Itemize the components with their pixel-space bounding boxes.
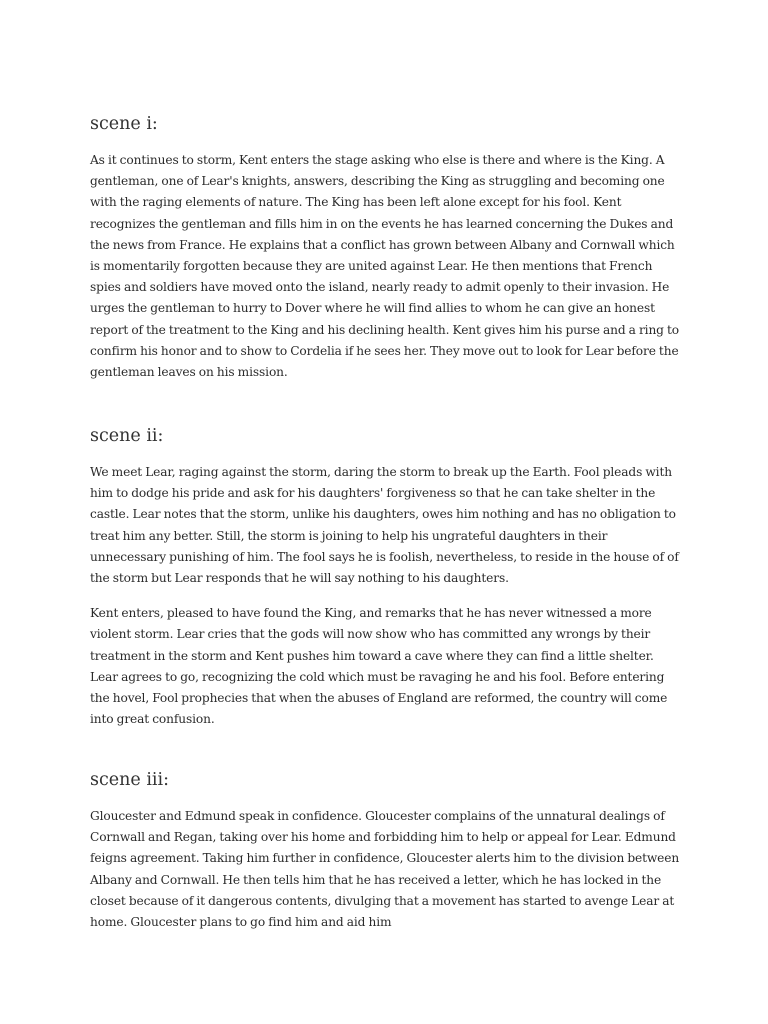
scene-ii-heading: scene ii: xyxy=(90,426,164,446)
scene-iii-section xyxy=(90,766,682,947)
scene-i-heading: scene i: xyxy=(90,114,158,134)
scene-ii-paragraph-1: We meet Lear, raging against the storm, daring the storm to break up the Earth. Fool pleads with him to dodge his pride and ask for his daughters' forgiveness so that he can take shelter in the castle. Lear notes that the storm, unlike his daughters, owes him nothing and has no obligation to treat him any better. Still, the storm is joining to help his ungrateful daughters in their unnecessary punishing of him. The fool says he is foolish, nevertheless, to reside in the house of of the storm but Lear responds that he will say nothing to his daughters. xyxy=(90,465,679,586)
scene-ii-section xyxy=(90,422,682,744)
scene-iii-paragraph-1: Gloucester and Edmund speak in confidence. Gloucester complains of the unnatural dealings of Cornwall and Regan, taking over his home and forbidding him to help or appeal for Lear. Edmund feigns agreement. Taking him further in confidence, Gloucester alerts him to the division between Albany and Cornwall. He then tells him that he has received a letter, which he has locked in the closet because of it dangerous contents, divulging that a movement has started to avenge Lear at home. Gloucester plans to go find him and aid him xyxy=(90,809,680,930)
scene-ii-paragraph-2: Kent enters, pleased to have found the King, and remarks that he has never witnessed a more violent storm. Lear cries that the gods will now show who has committed any wrongs by their treatment in the storm and Kent pushes him toward a cave where they can find a little shelter. Lear agrees to go, recognizing the cold which must be ravaging he and his fool. Before entering the hovel, Fool prophecies that when the abuses of England are reformed, the country will come into great confusion. xyxy=(90,606,668,727)
scene-i-paragraph-1: As it continues to storm, Kent enters the stage asking who else is there and where is the King. A gentleman, one of Lear's knights, answers, describing the King as struggling and becoming one with the raging elements of nature. The King has been left alone except for his fool. Kent recognizes the gentleman and fills him in on the events he has learned concerning the Dukes and the news from France. He explains that a conflict has grown between Albany and Cornwall which is momentarily forgotten because they are united against Lear. He then mentions that French spies and soldiers have moved onto the island, nearly ready to admit openly to their invasion. He urges the gentleman to hurry to Dover where he will find allies to whom he can give an honest report of the treatment to the King and his declining health. Kent gives him his purse and a ring to confirm his honor and to show to Cordelia if he sees her. They move out to look for Lear before the gentleman leaves on his mission. xyxy=(90,153,680,380)
scene-i-section xyxy=(90,110,682,397)
scene-iii-heading: scene iii: xyxy=(90,770,170,790)
